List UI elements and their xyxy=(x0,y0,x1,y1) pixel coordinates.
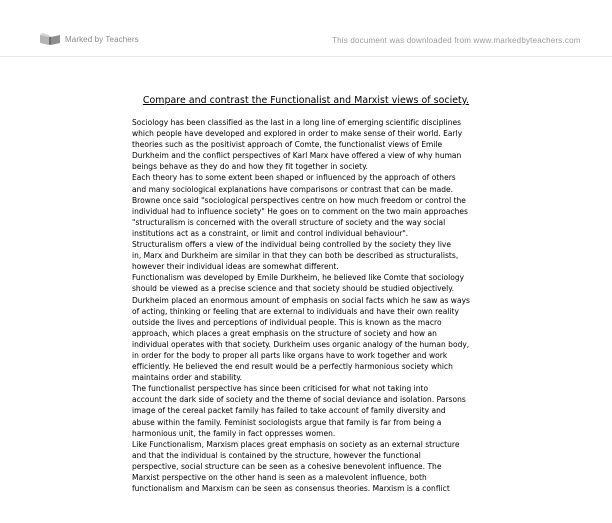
body-text-line: however their individual ideas are somewhat different. xyxy=(132,262,339,272)
marked-by-teachers-logo xyxy=(39,32,139,46)
body-text-line: beings behave as they do and how they fit together in society. xyxy=(132,162,368,172)
header-divider xyxy=(0,56,612,57)
body-text-line: in, Marx and Durkheim are similar in that they can both be described as structuralists, xyxy=(132,251,459,261)
body-text-line: The functionalist perspective has since been criticised for what not taking into xyxy=(132,384,429,394)
download-source-note: This document was downloaded from www.markedbyteachers.com xyxy=(332,36,581,45)
body-text-line: institutions act as a constraint, or limit and control individual behaviour". xyxy=(132,228,409,238)
body-text-line: and that the individual is contained by the structure, however the functional xyxy=(132,450,421,460)
body-text-line: Durkheim placed an enormous amount of emphasis on social facts which he saw as ways xyxy=(132,295,470,305)
body-text-line: account the dark side of society and the theme of social deviance and isolation. Parsons xyxy=(132,395,466,405)
body-text-line: Each theory has to some extent been shaped or influenced by the approach of others xyxy=(132,173,456,183)
body-text-line: which people have developed and explored in order to make sense of their world. Early xyxy=(132,129,463,139)
body-text-line: Structuralism offers a view of the individual being controlled by the society they live xyxy=(132,240,452,250)
body-text-line: Durkheim and the conflict perspectives of Karl Marx have offered a view of why human xyxy=(132,151,462,161)
body-text-line: harmonious unit, the family in fact oppresses women. xyxy=(132,428,336,438)
body-text-line: maintains order and stability. xyxy=(132,373,243,383)
body-text-line: should be viewed as a precise science and that society should be studied objectively. xyxy=(132,284,455,294)
body-text-line: efficiently. He believed the end result would be a perfectly harmonious society which xyxy=(132,362,453,372)
logo-text: Marked by Teachers xyxy=(65,34,139,44)
body-text-line: approach, which places a great emphasis on the structure of society and how an xyxy=(132,328,437,338)
body-text-line: Sociology has been classified as the last in a long line of emerging scientific disciplines xyxy=(132,118,462,127)
document-title: Compare and contrast the Functionalist and Marxist views of society. xyxy=(142,95,470,106)
body-text-line: theories such as the positivist approach of Comte, the functionalist views of Emile xyxy=(132,140,443,150)
page-header xyxy=(0,0,612,60)
body-text-line: abuse within the family. Feminist sociologists argue that family is far from being a xyxy=(132,417,442,427)
body-text-line: individual operates with that society. Durkheim uses organic analogy of the human body, xyxy=(132,339,470,349)
body-text-line: individual had to influence society" He goes on to comment on the two main approaches xyxy=(132,206,468,216)
body-text-line: in order for the body to proper all parts like organs have to work together and work xyxy=(132,350,448,360)
body-text-line: Functionalism was developed by Emile Durkheim, he believed like Comte that sociology xyxy=(132,273,465,283)
body-text-line: image of the cereal packet family has failed to take account of family diversity and xyxy=(132,406,446,416)
body-text-line: and many sociological explanations have comparisons or contrast that can be made. xyxy=(132,184,454,194)
body-text-line: outside the lives and perceptions of individual people. This is known as the macro xyxy=(132,317,442,327)
body-text-line: Marxist perspective on the other hand is seen as a malevolent influence, both xyxy=(132,473,427,482)
body-text-line: perspective, social structure can be seen as a cohesive benevolent influence. The xyxy=(132,461,442,471)
body-text-line: functionalism and Marxism can be seen as consensus theories. Marxism is a conflict xyxy=(132,484,450,494)
body-text-line: Like Functionalism, Marxism places great emphasis on society as an external structure xyxy=(132,439,460,449)
document-body xyxy=(132,117,612,494)
body-text-line: Browne once said "sociological perspectives centre on how much freedom or control the xyxy=(132,195,466,205)
body-text-line: of acting, thinking or feeling that are external to individuals and have their own reality xyxy=(132,306,459,316)
body-text-line: "structuralism is concerned with the overall structure of society and the way social xyxy=(132,217,446,227)
open-book-icon xyxy=(39,32,61,46)
